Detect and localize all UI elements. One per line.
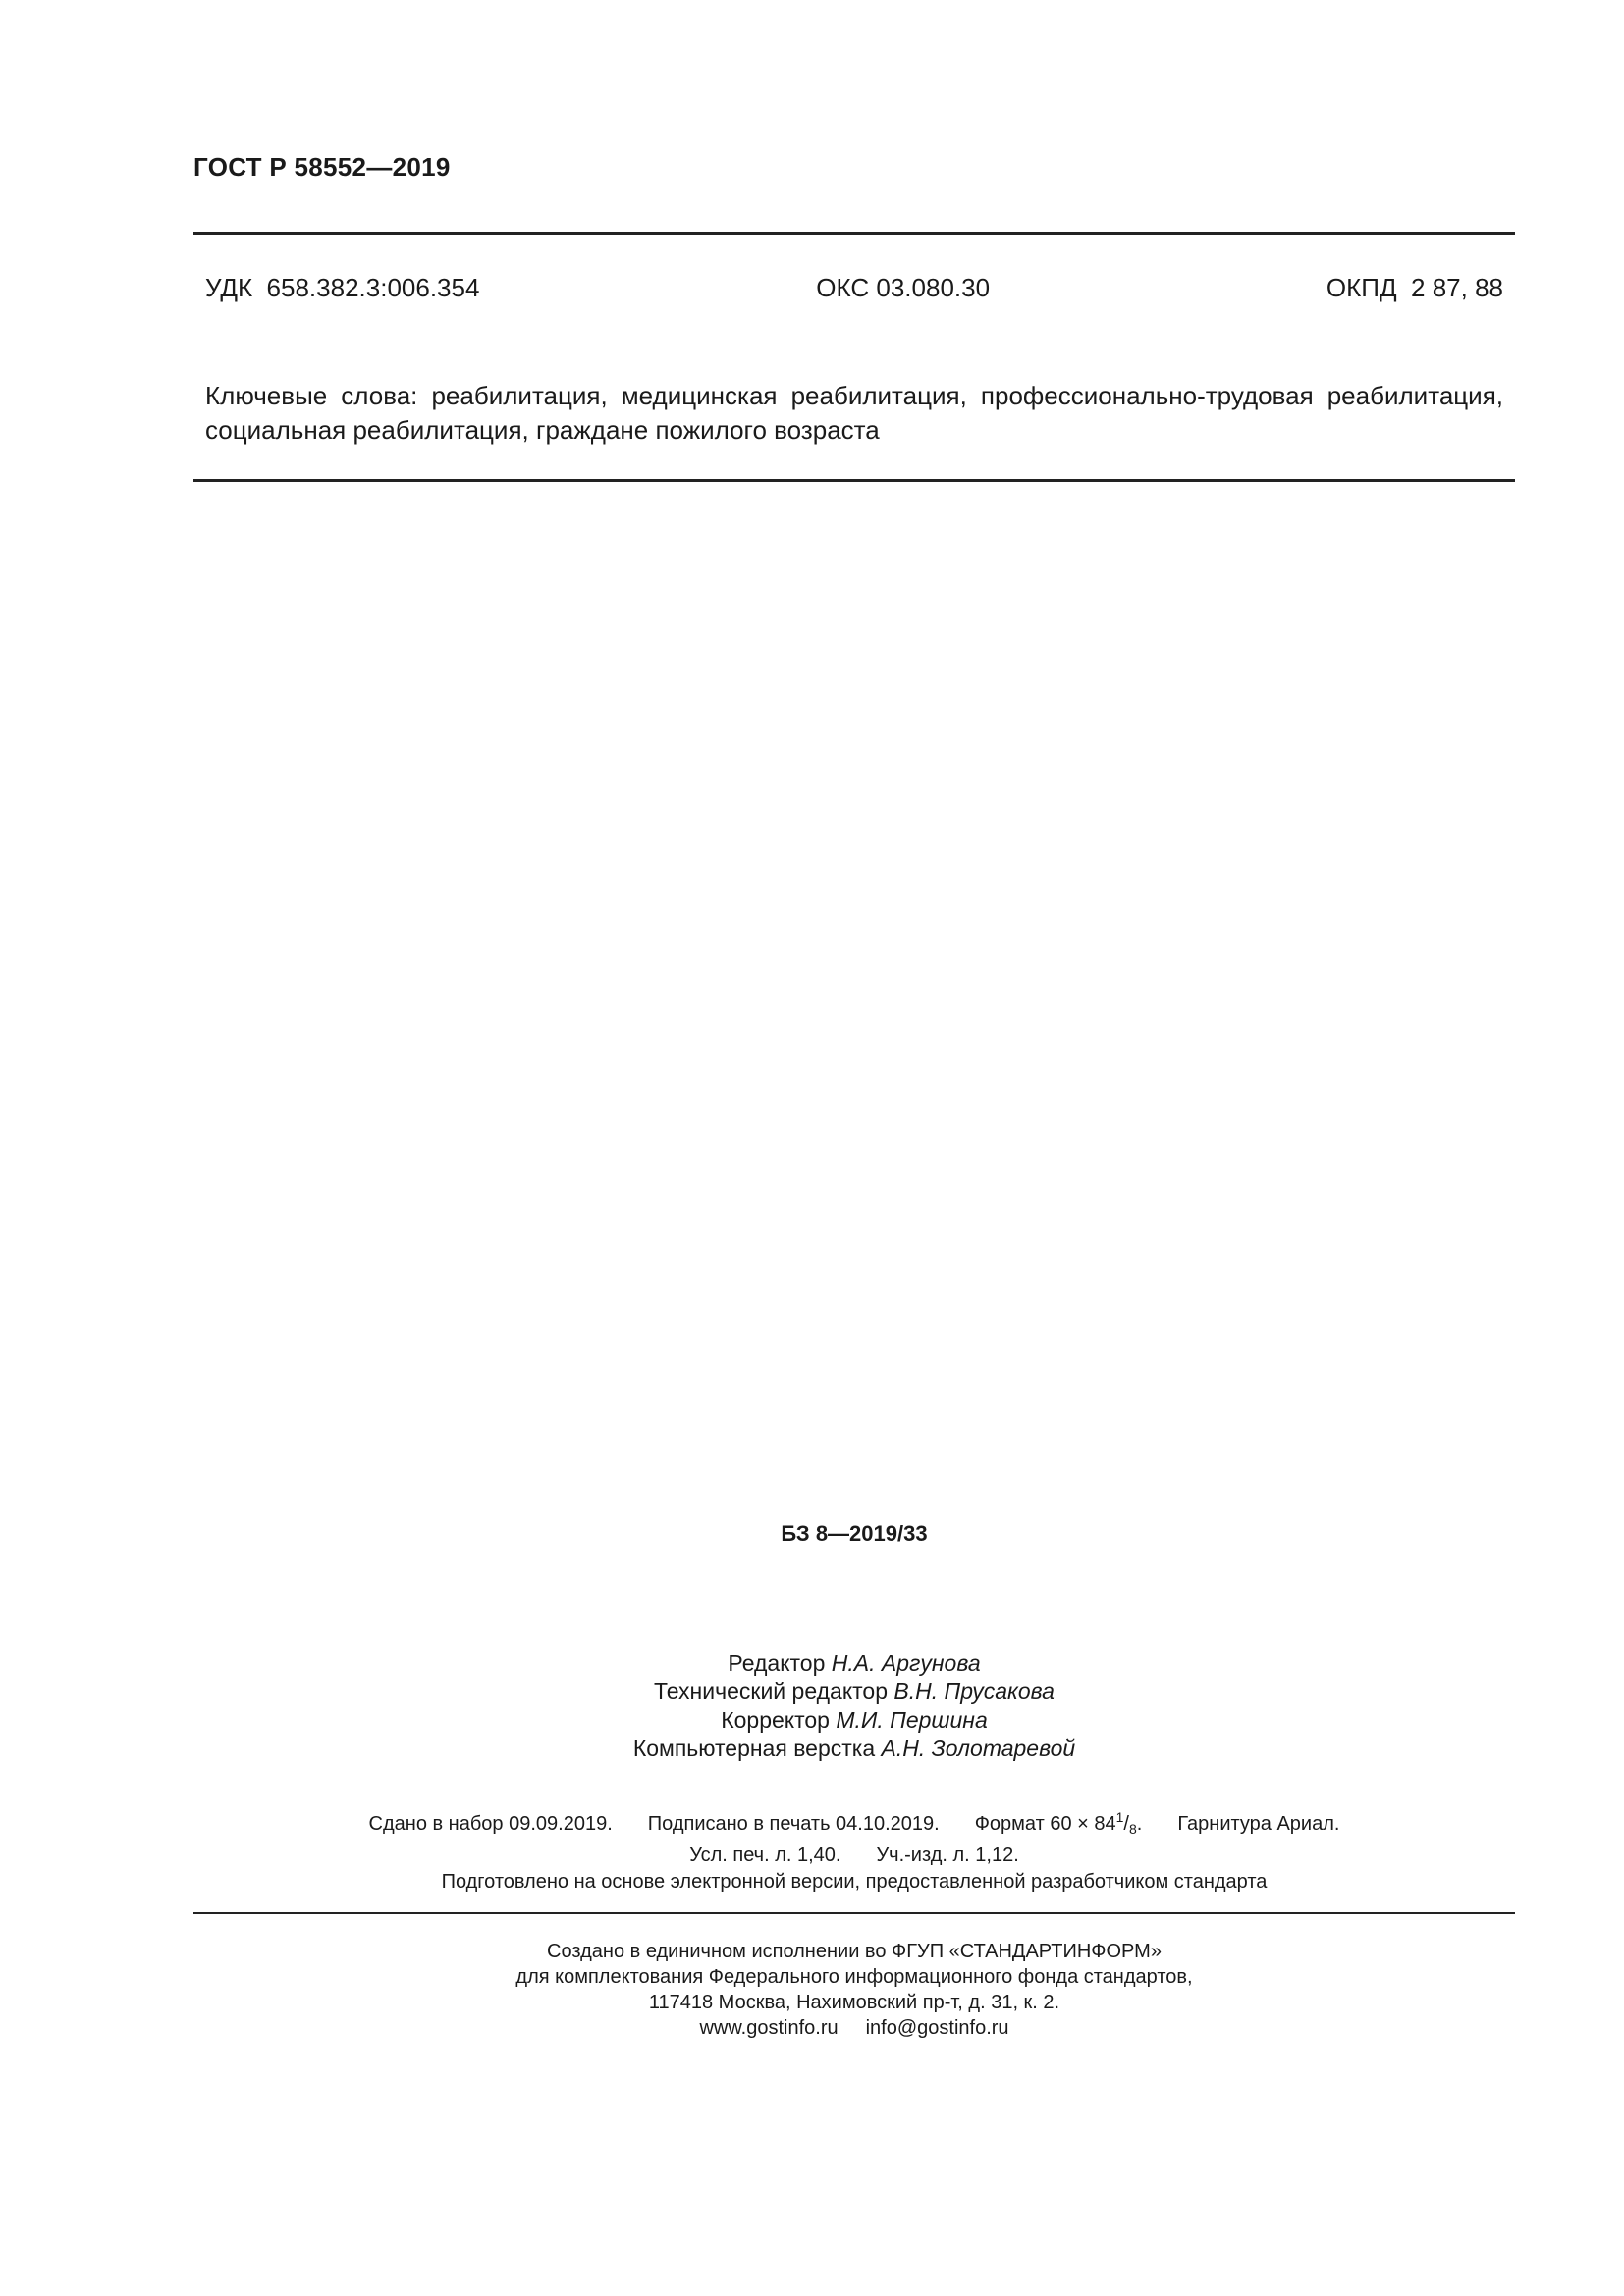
staff-line-corrector: Корректор М.И. Першина [721, 1707, 988, 1733]
footer-contacts [0, 2015, 1624, 2041]
document-code: ГОСТ Р 58552—2019 [193, 152, 451, 182]
footer-line-3: 117418 Москва, Нахимовский пр-т, д. 31, к. 2. [648, 1992, 1060, 2013]
oks-code: ОКС 03.080.30 [816, 273, 991, 302]
bz-number: БЗ 8—2019/33 [781, 1522, 928, 1546]
email-link[interactable]: info@gostinfo.ru [865, 2017, 1009, 2039]
staff-line-editor: Редактор Н.А. Аргунова [728, 1650, 981, 1676]
publisher-footer [0, 1939, 1624, 2041]
classification-row [205, 273, 1503, 303]
staff-credits [0, 1649, 1624, 1763]
print-line-3: Подготовлено на основе электронной версии, предоставленной разработчиком стандарта [441, 1871, 1268, 1893]
udk-code: УДК 658.382.3:006.354 [205, 273, 480, 302]
footer-line-1: Создано в единичном исполнении во ФГУП «СТАНДАРТИНФОРМ» [547, 1941, 1162, 1962]
website-link[interactable]: www.gostinfo.ru [699, 2017, 839, 2039]
keywords-rule [193, 479, 1515, 482]
top-rule [193, 232, 1515, 235]
keywords: Ключевые слова: реабилитация, медицинская реабилитация, профессионально-трудовая реабилитация, социальная реабилитация, граждане пожилого возраста [205, 381, 1503, 445]
print-info [0, 1804, 1624, 1896]
print-line-2: Усл. печ. л. 1,40. Уч.-изд. л. 1,12. [689, 1844, 1019, 1866]
footer-line-2: для комплектования Федерального информационного фонда стандартов, [515, 1966, 1193, 1988]
okpd-code: ОКПД 2 87, 88 [1326, 273, 1503, 302]
footer-rule [193, 1912, 1515, 1914]
staff-line-tech-editor: Технический редактор В.Н. Прусакова [654, 1679, 1055, 1704]
print-line-1: Сдано в набор 09.09.2019. Подписано в печать 04.10.2019. Формат $60 \times 84^1/_8$. Гарнитура Ариал. [368, 1809, 1340, 1837]
staff-line-layout: Компьютерная верстка А.Н. Золотаревой [632, 1735, 1076, 1761]
